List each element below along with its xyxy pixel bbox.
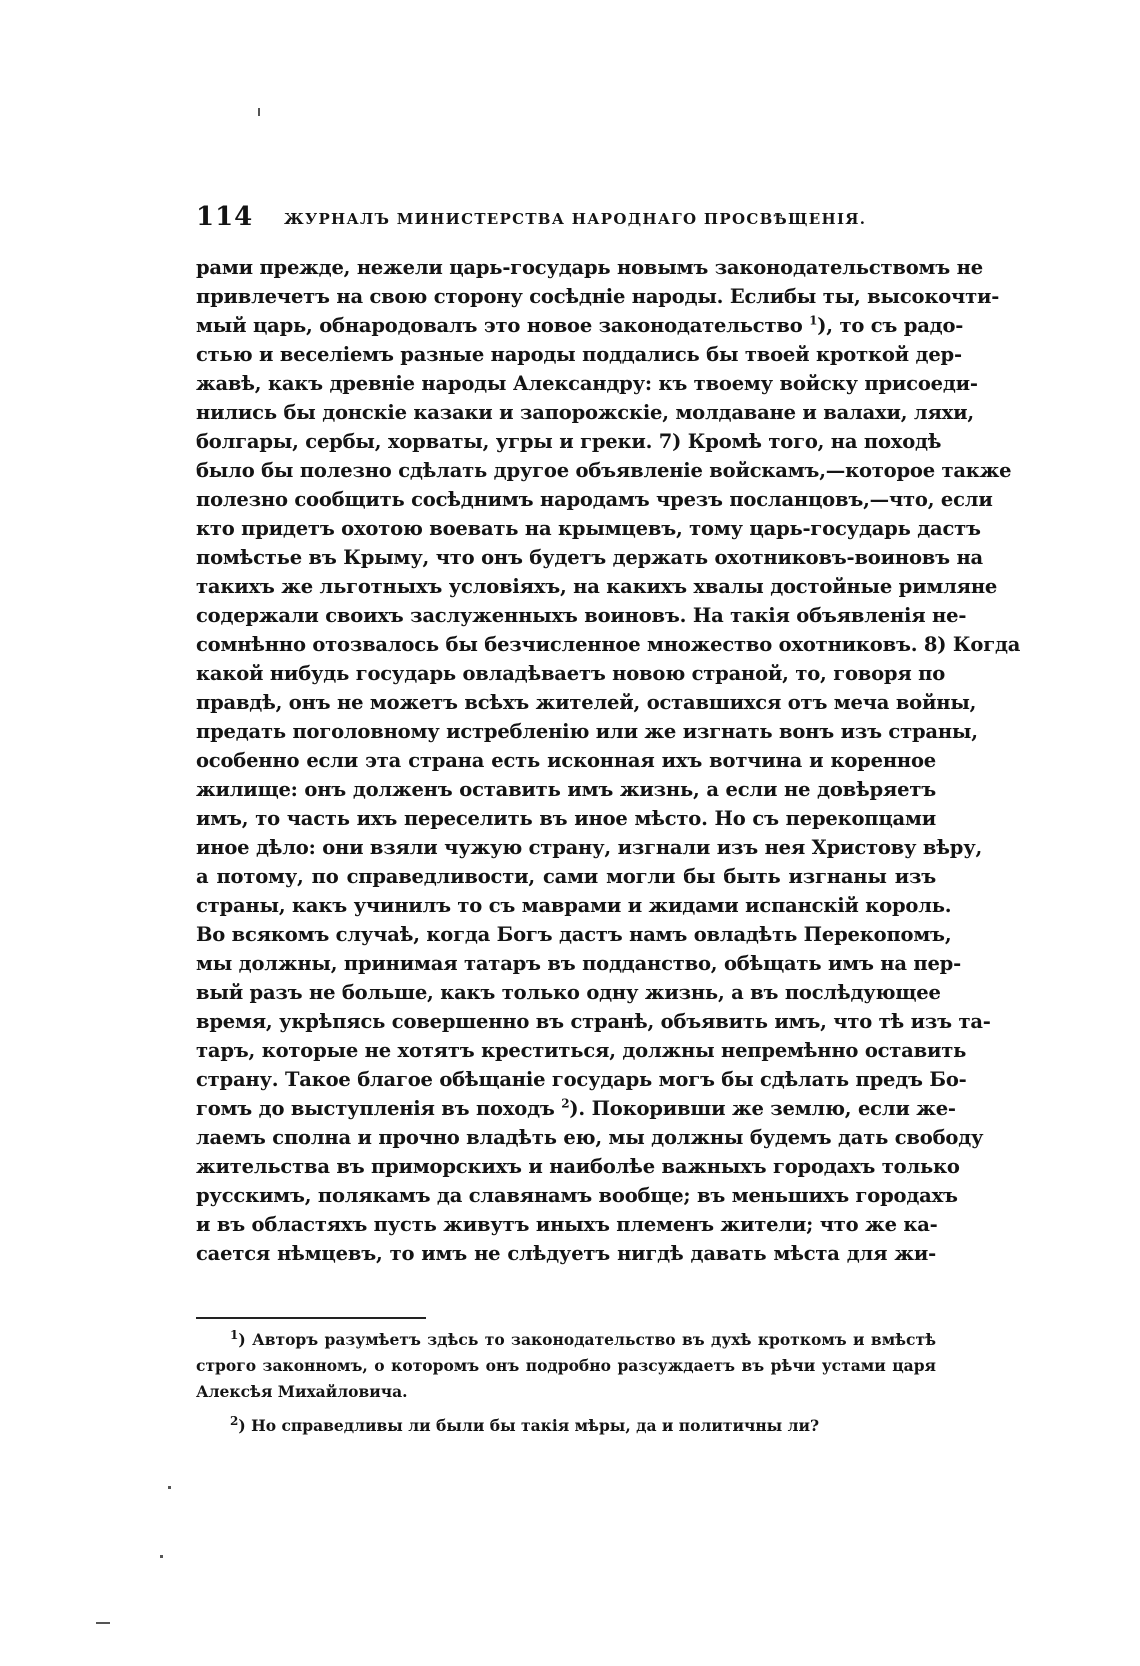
footnote-reference: 2: [561, 1096, 570, 1111]
text-line: стью и веселіемъ разные народы поддались бы твоей кроткой дер-: [196, 343, 962, 366]
text-line-part: ). Покоривши же землю, если же-: [569, 1097, 956, 1120]
scan-speck: [96, 1622, 110, 1624]
text-line: имъ, то часть ихъ переселить въ иное мѣсто. Но съ перекопцами: [196, 807, 936, 830]
text-line: жавѣ, какъ древніе народы Александру: къ твоему войску присоеди-: [196, 372, 978, 395]
text-line: болгары, сербы, хорваты, угры и греки. 7) Кромѣ того, на походѣ: [196, 430, 942, 453]
footnote-1-line: строго законномъ, о которомъ онъ подробно разсуждаетъ въ рѣчи устами царя: [196, 1356, 936, 1375]
footnote-text: ) Но справедливы ли были бы такія мѣры, да и политичны ли?: [238, 1416, 820, 1435]
text-line: жилище: онъ долженъ оставить имъ жизнь, а если не довѣряетъ: [196, 778, 936, 801]
footnote-1-line: [196, 1327, 936, 1353]
footnote-marker: 2: [230, 1413, 239, 1428]
text-line: а потому, по справедливости, сами могли бы быть изгнаны изъ: [196, 865, 936, 888]
text-line: страны, какъ учинилъ то съ маврами и жидами испанскій король.: [196, 894, 952, 917]
text-line: мы должны, принимая татаръ въ подданство, обѣщать имъ на пер-: [196, 952, 961, 975]
footnote-1-line: Алексѣя Михайловича.: [196, 1382, 408, 1401]
text-line: помѣстье въ Крыму, что онъ будетъ держать охотниковъ-воиновъ на: [196, 546, 983, 569]
scan-speck: [160, 1555, 163, 1558]
text-line: полезно сообщить сосѣднимъ народамъ чрезъ посланцовъ,—что, если: [196, 488, 993, 511]
text-line: жительства въ приморскихъ и наиболѣе важныхъ городахъ только: [196, 1155, 960, 1178]
text-line: предать поголовному истребленію или же изгнать вонъ изъ страны,: [196, 720, 978, 743]
footnote-separator: [196, 1317, 426, 1319]
text-line: какой нибудь государь овладѣваетъ новою страной, то, говоря по: [196, 662, 946, 685]
text-line: привлечетъ на свою сторону сосѣдніе народы. Еслибы ты, высокочти-: [196, 285, 1000, 308]
text-line: иное дѣло: они взяли чужую страну, изгнали изъ нея Христову вѣру,: [196, 836, 983, 859]
text-line: было бы полезно сдѣлать другое объявленіе войскамъ,—которое также: [196, 459, 1012, 482]
text-line: [196, 1094, 956, 1123]
scan-speck: [258, 108, 260, 116]
text-line: страну. Такое благое обѣщаніе государь могъ бы сдѣлать предъ Бо-: [196, 1068, 967, 1091]
footnote-text: ) Авторъ разумѣетъ здѣсь то законодательство въ духѣ кроткомъ и вмѣстѣ: [238, 1330, 936, 1349]
text-line: таръ, которые не хотятъ креститься, должны непремѣнно оставить: [196, 1039, 967, 1062]
text-line: и въ областяхъ пусть живутъ иныхъ племенъ жители; что же ка-: [196, 1213, 938, 1236]
text-line: Во всякомъ случаѣ, когда Богъ дастъ намъ овладѣть Перекопомъ,: [196, 923, 952, 946]
text-line: особенно если эта страна есть исконная ихъ вотчина и коренное: [196, 749, 936, 772]
text-line: нились бы донскіе казаки и запорожскіе, молдаване и валахи, ляхи,: [196, 401, 974, 424]
text-line-part: гомъ до выступленія въ походъ: [196, 1097, 555, 1120]
text-line: рами прежде, нежели царь-государь новымъ законодательствомъ не: [196, 256, 983, 279]
text-line-part: ), то съ радо-: [817, 314, 964, 337]
text-line: время, укрѣпясь совершенно въ странѣ, объявить имъ, что тѣ изъ та-: [196, 1010, 991, 1033]
text-line: содержали своихъ заслуженныхъ воиновъ. На такія объявленія не-: [196, 604, 967, 627]
body-text: [196, 253, 1021, 1268]
text-line: сается нѣмцевъ, то имъ не слѣдуетъ нигдѣ давать мѣста для жи-: [196, 1242, 936, 1265]
footnote-reference: 1: [809, 313, 818, 328]
text-line: лаемъ сполна и прочно владѣть ею, мы должны будемъ дать свободу: [196, 1126, 984, 1149]
running-title: ЖУРНАЛЪ МИНИСТЕРСТВА НАРОДНАГО ПРОСВѢЩЕНІЯ.: [284, 210, 867, 228]
footnotes: [196, 1327, 936, 1439]
footnote-2-line: [196, 1413, 936, 1439]
text-line: вый разъ не больше, какъ только одну жизнь, а въ послѣдующее: [196, 981, 941, 1004]
text-line: сомнѣнно отозвалось бы безчисленное множество охотниковъ. 8) Когда: [196, 633, 1021, 656]
text-line: правдѣ, онъ не можетъ всѣхъ жителей, оставшихся отъ меча войны,: [196, 691, 977, 714]
footnote-marker: 1: [230, 1327, 239, 1342]
text-line-part: мый царь, обнародовалъ это новое законодательство: [196, 314, 803, 337]
text-line: [196, 311, 964, 340]
page-number: 114: [196, 202, 254, 232]
text-line: русскимъ, полякамъ да славянамъ вообще; въ меньшихъ городахъ: [196, 1184, 958, 1207]
text-line: кто придетъ охотою воевать на крымцевъ, тому царь-государь дастъ: [196, 517, 981, 540]
scan-speck: [168, 1486, 171, 1489]
page-header: [196, 202, 936, 232]
text-line: такихъ же льготныхъ условіяхъ, на какихъ хвалы достойные римляне: [196, 575, 998, 598]
